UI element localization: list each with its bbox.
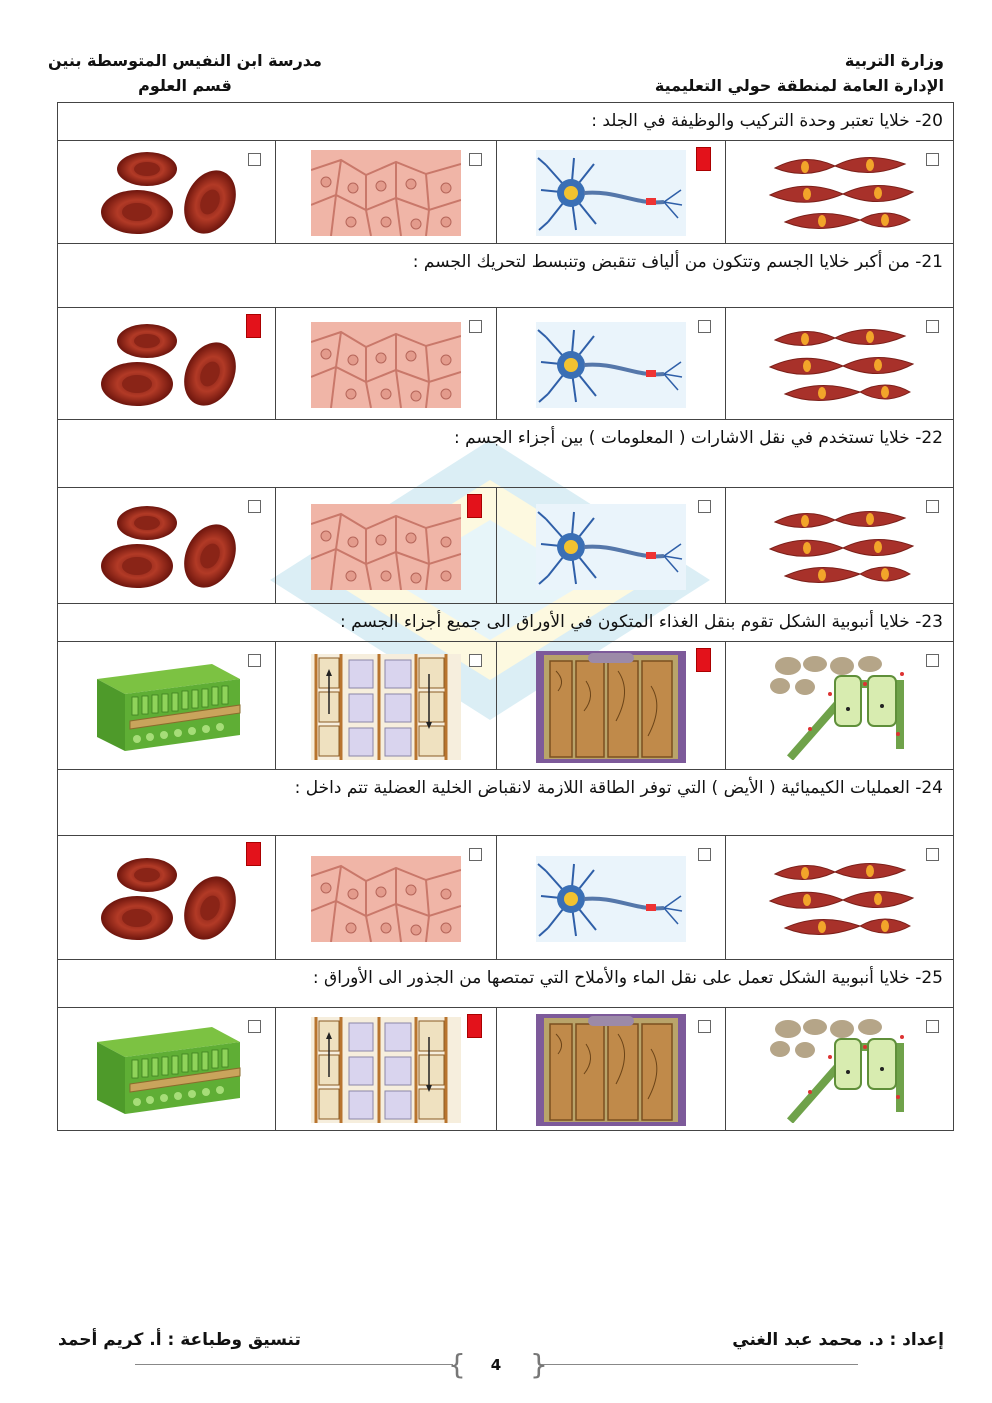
answer-option-red-blood-cells[interactable] bbox=[58, 488, 276, 604]
leaf-tissue-illustration bbox=[92, 659, 242, 759]
answer-checkbox[interactable] bbox=[926, 320, 939, 333]
answer-options-row bbox=[58, 308, 954, 420]
answer-option-skin-cells[interactable] bbox=[276, 836, 497, 960]
header-ministry-block bbox=[655, 48, 944, 98]
red-blood-cells-illustration bbox=[92, 501, 242, 597]
question-table bbox=[57, 102, 954, 1131]
question-text: 25- خلايا أنبوبية الشكل تعمل على نقل الماء والأملاح التي تمتصها من الجذور الى الأوراق : bbox=[58, 960, 954, 1008]
answer-checkbox-marked[interactable] bbox=[467, 1014, 482, 1038]
nerve-cell-illustration bbox=[536, 856, 686, 946]
prepared-by: إعداد : د. محمد عبد الغني bbox=[732, 1330, 944, 1350]
answer-option-skin-cells[interactable] bbox=[276, 141, 497, 244]
answer-option-nerve-cell[interactable] bbox=[497, 836, 726, 960]
answer-option-nerve-cell[interactable] bbox=[497, 308, 726, 420]
leaf-tissue-illustration bbox=[92, 1022, 242, 1122]
answer-option-red-blood-cells[interactable] bbox=[58, 836, 276, 960]
question-row bbox=[58, 103, 954, 141]
question-text: 22- خلايا تستخدم في نقل الاشارات ( المعلومات ) بين أجزاء الجسم : bbox=[58, 420, 954, 488]
skin-cells-illustration bbox=[311, 322, 461, 412]
answer-checkbox[interactable] bbox=[926, 848, 939, 861]
answer-option-muscle-cells[interactable] bbox=[726, 308, 954, 420]
root-hair-cells-illustration bbox=[770, 654, 910, 764]
answer-option-xylem-vessels[interactable] bbox=[497, 1008, 726, 1131]
page-number: 4 bbox=[490, 1356, 502, 1374]
answer-option-muscle-cells[interactable] bbox=[726, 141, 954, 244]
question-text: 20- خلايا تعتبر وحدة التركيب والوظيفة في الجلد : bbox=[58, 103, 954, 141]
root-hair-cells-illustration bbox=[770, 1017, 910, 1127]
question-row bbox=[58, 420, 954, 488]
answer-checkbox[interactable] bbox=[926, 153, 939, 166]
question-row bbox=[58, 770, 954, 836]
skin-cells-illustration bbox=[311, 504, 461, 594]
answer-checkbox-marked[interactable] bbox=[696, 648, 711, 672]
question-row bbox=[58, 244, 954, 308]
answer-checkbox[interactable] bbox=[248, 654, 261, 667]
muscle-cells-illustration bbox=[765, 322, 915, 412]
answer-option-nerve-cell[interactable] bbox=[497, 488, 726, 604]
question-text: 23- خلايا أنبوبية الشكل تقوم بنقل الغذاء المتكون في الأوراق الى جميع أجزاء الجسم : bbox=[58, 604, 954, 642]
phloem-tubes-illustration bbox=[311, 1017, 461, 1127]
coordination-credit: تنسيق وطباعة : أ. كريم أحمد bbox=[58, 1330, 301, 1350]
answer-option-phloem-tubes[interactable] bbox=[276, 1008, 497, 1131]
answer-checkbox[interactable] bbox=[926, 500, 939, 513]
answer-option-muscle-cells[interactable] bbox=[726, 488, 954, 604]
nerve-cell-illustration bbox=[536, 150, 686, 240]
answer-checkbox[interactable] bbox=[698, 500, 711, 513]
muscle-cells-illustration bbox=[765, 856, 915, 946]
answer-option-nerve-cell[interactable] bbox=[497, 141, 726, 244]
question-text: 24- العمليات الكيميائية ( الأيض ) التي توفر الطاقة اللازمة لانقباض الخلية العضلية تتم داخل : bbox=[58, 770, 954, 836]
answer-option-skin-cells[interactable] bbox=[276, 308, 497, 420]
answer-checkbox[interactable] bbox=[469, 848, 482, 861]
answer-checkbox[interactable] bbox=[469, 654, 482, 667]
question-row bbox=[58, 604, 954, 642]
question-text: 21- من أكبر خلايا الجسم وتتكون من ألياف تنقبض وتنبسط لتحريك الجسم : bbox=[58, 244, 954, 308]
ministry-name: وزارة التربية bbox=[844, 51, 944, 70]
xylem-vessels-illustration bbox=[536, 1014, 686, 1130]
phloem-tubes-illustration bbox=[311, 654, 461, 764]
page-bracket-left: { bbox=[448, 1348, 466, 1381]
school-name: مدرسة ابن النفيس المتوسطة بنين bbox=[48, 51, 322, 70]
answer-checkbox-marked[interactable] bbox=[467, 494, 482, 518]
answer-option-phloem-tubes[interactable] bbox=[276, 642, 497, 770]
answer-option-leaf-tissue[interactable] bbox=[58, 1008, 276, 1131]
page-bracket-right: } bbox=[530, 1348, 548, 1381]
answer-options-row bbox=[58, 488, 954, 604]
footer-divider-right bbox=[540, 1364, 858, 1365]
answer-checkbox[interactable] bbox=[469, 320, 482, 333]
answer-options-row bbox=[58, 141, 954, 244]
answer-checkbox[interactable] bbox=[698, 320, 711, 333]
answer-checkbox[interactable] bbox=[698, 848, 711, 861]
answer-option-skin-cells[interactable] bbox=[276, 488, 497, 604]
directorate-name: الإدارة العامة لمنطقة حولي التعليمية bbox=[654, 76, 944, 95]
answer-option-leaf-tissue[interactable] bbox=[58, 642, 276, 770]
answer-option-red-blood-cells[interactable] bbox=[58, 308, 276, 420]
answer-options-row bbox=[58, 836, 954, 960]
nerve-cell-illustration bbox=[536, 504, 686, 594]
question-row bbox=[58, 960, 954, 1008]
muscle-cells-illustration bbox=[765, 150, 915, 240]
answer-checkbox[interactable] bbox=[926, 1020, 939, 1033]
answer-options-row bbox=[58, 1008, 954, 1131]
answer-checkbox-marked[interactable] bbox=[246, 314, 261, 338]
muscle-cells-illustration bbox=[765, 504, 915, 594]
header-school-block bbox=[48, 48, 322, 98]
answer-checkbox[interactable] bbox=[248, 1020, 261, 1033]
answer-option-red-blood-cells[interactable] bbox=[58, 141, 276, 244]
skin-cells-illustration bbox=[311, 856, 461, 946]
answer-option-root-hair-cells[interactable] bbox=[726, 1008, 954, 1131]
red-blood-cells-illustration bbox=[92, 147, 242, 243]
answer-option-xylem-vessels[interactable] bbox=[497, 642, 726, 770]
skin-cells-illustration bbox=[311, 150, 461, 240]
answer-checkbox-marked[interactable] bbox=[246, 842, 261, 866]
red-blood-cells-illustration bbox=[92, 853, 242, 949]
nerve-cell-illustration bbox=[536, 322, 686, 412]
answer-checkbox[interactable] bbox=[926, 654, 939, 667]
red-blood-cells-illustration bbox=[92, 319, 242, 415]
department-name: قسم العلوم bbox=[138, 76, 232, 95]
xylem-vessels-illustration bbox=[536, 651, 686, 767]
footer-divider-left bbox=[135, 1364, 453, 1365]
answer-checkbox[interactable] bbox=[248, 153, 261, 166]
answer-option-root-hair-cells[interactable] bbox=[726, 642, 954, 770]
answer-checkbox[interactable] bbox=[469, 153, 482, 166]
answer-checkbox-marked[interactable] bbox=[696, 147, 711, 171]
answer-checkbox[interactable] bbox=[248, 500, 261, 513]
answer-options-row bbox=[58, 642, 954, 770]
answer-checkbox[interactable] bbox=[698, 1020, 711, 1033]
answer-option-muscle-cells[interactable] bbox=[726, 836, 954, 960]
